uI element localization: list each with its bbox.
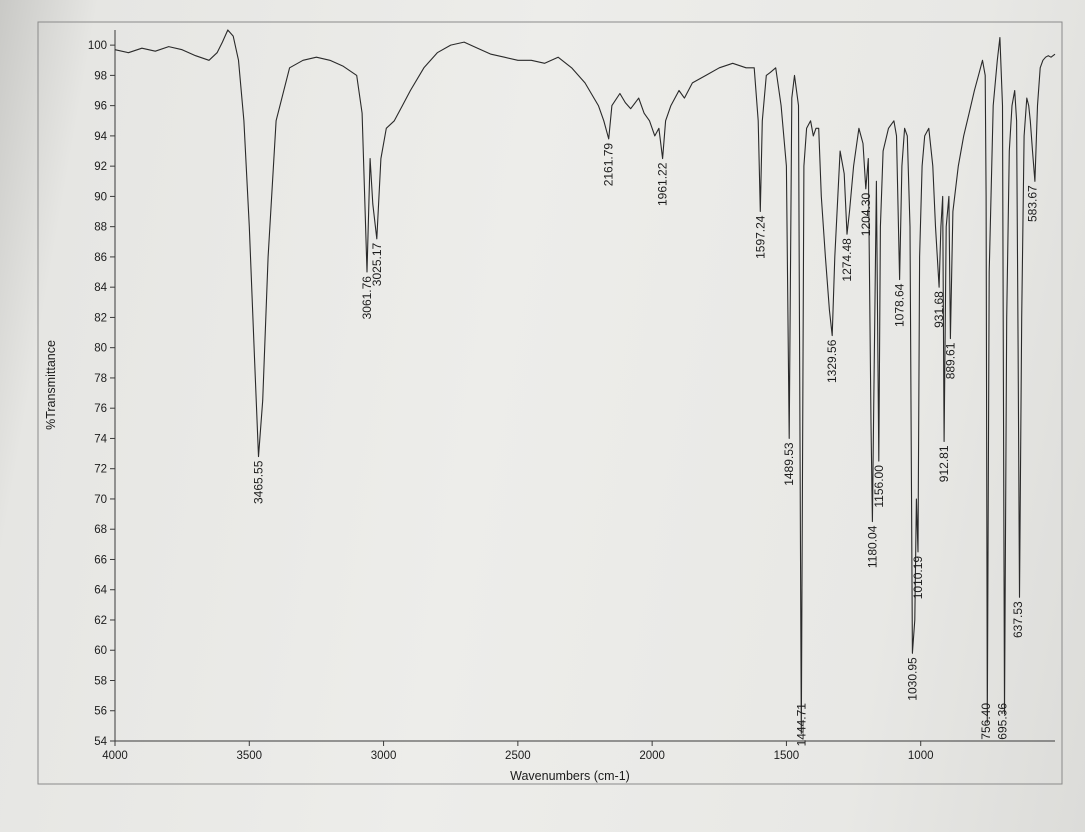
x-tick-label: 2000	[639, 750, 665, 762]
y-tick-label: 92	[94, 161, 107, 174]
y-tick-label: 56	[94, 705, 107, 718]
y-tick-label: 100	[87, 40, 107, 53]
x-axis-title: Wavenumbers (cm-1)	[510, 769, 630, 783]
peak-label: 1274.48	[840, 238, 854, 282]
y-tick-label: 72	[94, 463, 107, 476]
y-tick-label: 64	[94, 584, 107, 597]
y-tick-label: 94	[94, 130, 107, 143]
spectrum-line	[115, 30, 1055, 733]
x-tick-label: 1000	[907, 750, 934, 762]
peak-label: 637.53	[1011, 601, 1026, 639]
y-tick-label: 60	[94, 645, 107, 658]
peak-label: 1961.22	[655, 162, 670, 206]
y-tick-label: 66	[94, 554, 107, 567]
y-tick-label: 68	[94, 524, 107, 537]
peak-label: 583.67	[1025, 185, 1040, 223]
peak-label: 1444.71	[794, 703, 809, 747]
y-tick-label: 70	[94, 493, 107, 506]
peak-label: 889.61	[943, 342, 958, 380]
peak-label: 1329.56	[825, 339, 840, 383]
peak-label: 1156.00	[871, 465, 886, 508]
peak-label: 1204.30	[858, 192, 873, 237]
peak-label: 931.68	[932, 291, 947, 328]
y-tick-label: 58	[94, 675, 107, 688]
x-tick-label: 3500	[236, 750, 263, 762]
peak-label: 3465.55	[251, 460, 266, 504]
y-tick-label: 78	[94, 372, 107, 385]
y-tick-label: 62	[94, 614, 107, 627]
y-tick-label: 54	[94, 736, 107, 748]
y-axis-title: %Transmittance	[44, 340, 58, 430]
peak-label: 695.36	[995, 703, 1010, 740]
y-tick-label: 76	[94, 403, 107, 416]
peak-label: 1078.64	[892, 283, 907, 327]
y-tick-label: 98	[94, 70, 107, 83]
peak-label: 2161.79	[601, 142, 616, 187]
peak-label: 756.40	[979, 703, 994, 740]
peak-label: 1489.53	[782, 442, 797, 486]
peak-label: 1010.19	[911, 555, 925, 600]
x-tick-label: 3000	[370, 750, 397, 762]
y-tick-label: 96	[94, 100, 107, 113]
y-tick-label: 90	[94, 191, 107, 204]
x-tick-label: 4000	[102, 750, 128, 762]
y-tick-label: 82	[94, 312, 107, 325]
peak-label: 912.81	[937, 445, 952, 483]
y-axis-ticks	[88, 40, 115, 748]
peak-label: 1597.24	[753, 215, 768, 259]
x-axis-ticks	[102, 741, 933, 762]
x-tick-label: 2500	[505, 750, 531, 762]
x-tick-label: 1500	[773, 750, 800, 762]
peak-label: 3025.17	[369, 242, 384, 287]
y-tick-label: 86	[94, 251, 107, 264]
y-tick-label: 84	[94, 282, 107, 295]
peak-annotations	[252, 143, 1040, 747]
peak-label: 1030.95	[905, 657, 920, 701]
y-tick-label: 88	[94, 221, 107, 234]
y-tick-label: 74	[94, 433, 107, 446]
y-tick-label: 80	[94, 342, 107, 355]
peak-label: 1180.04	[865, 525, 880, 569]
peak-label: 3061.76	[360, 276, 374, 320]
